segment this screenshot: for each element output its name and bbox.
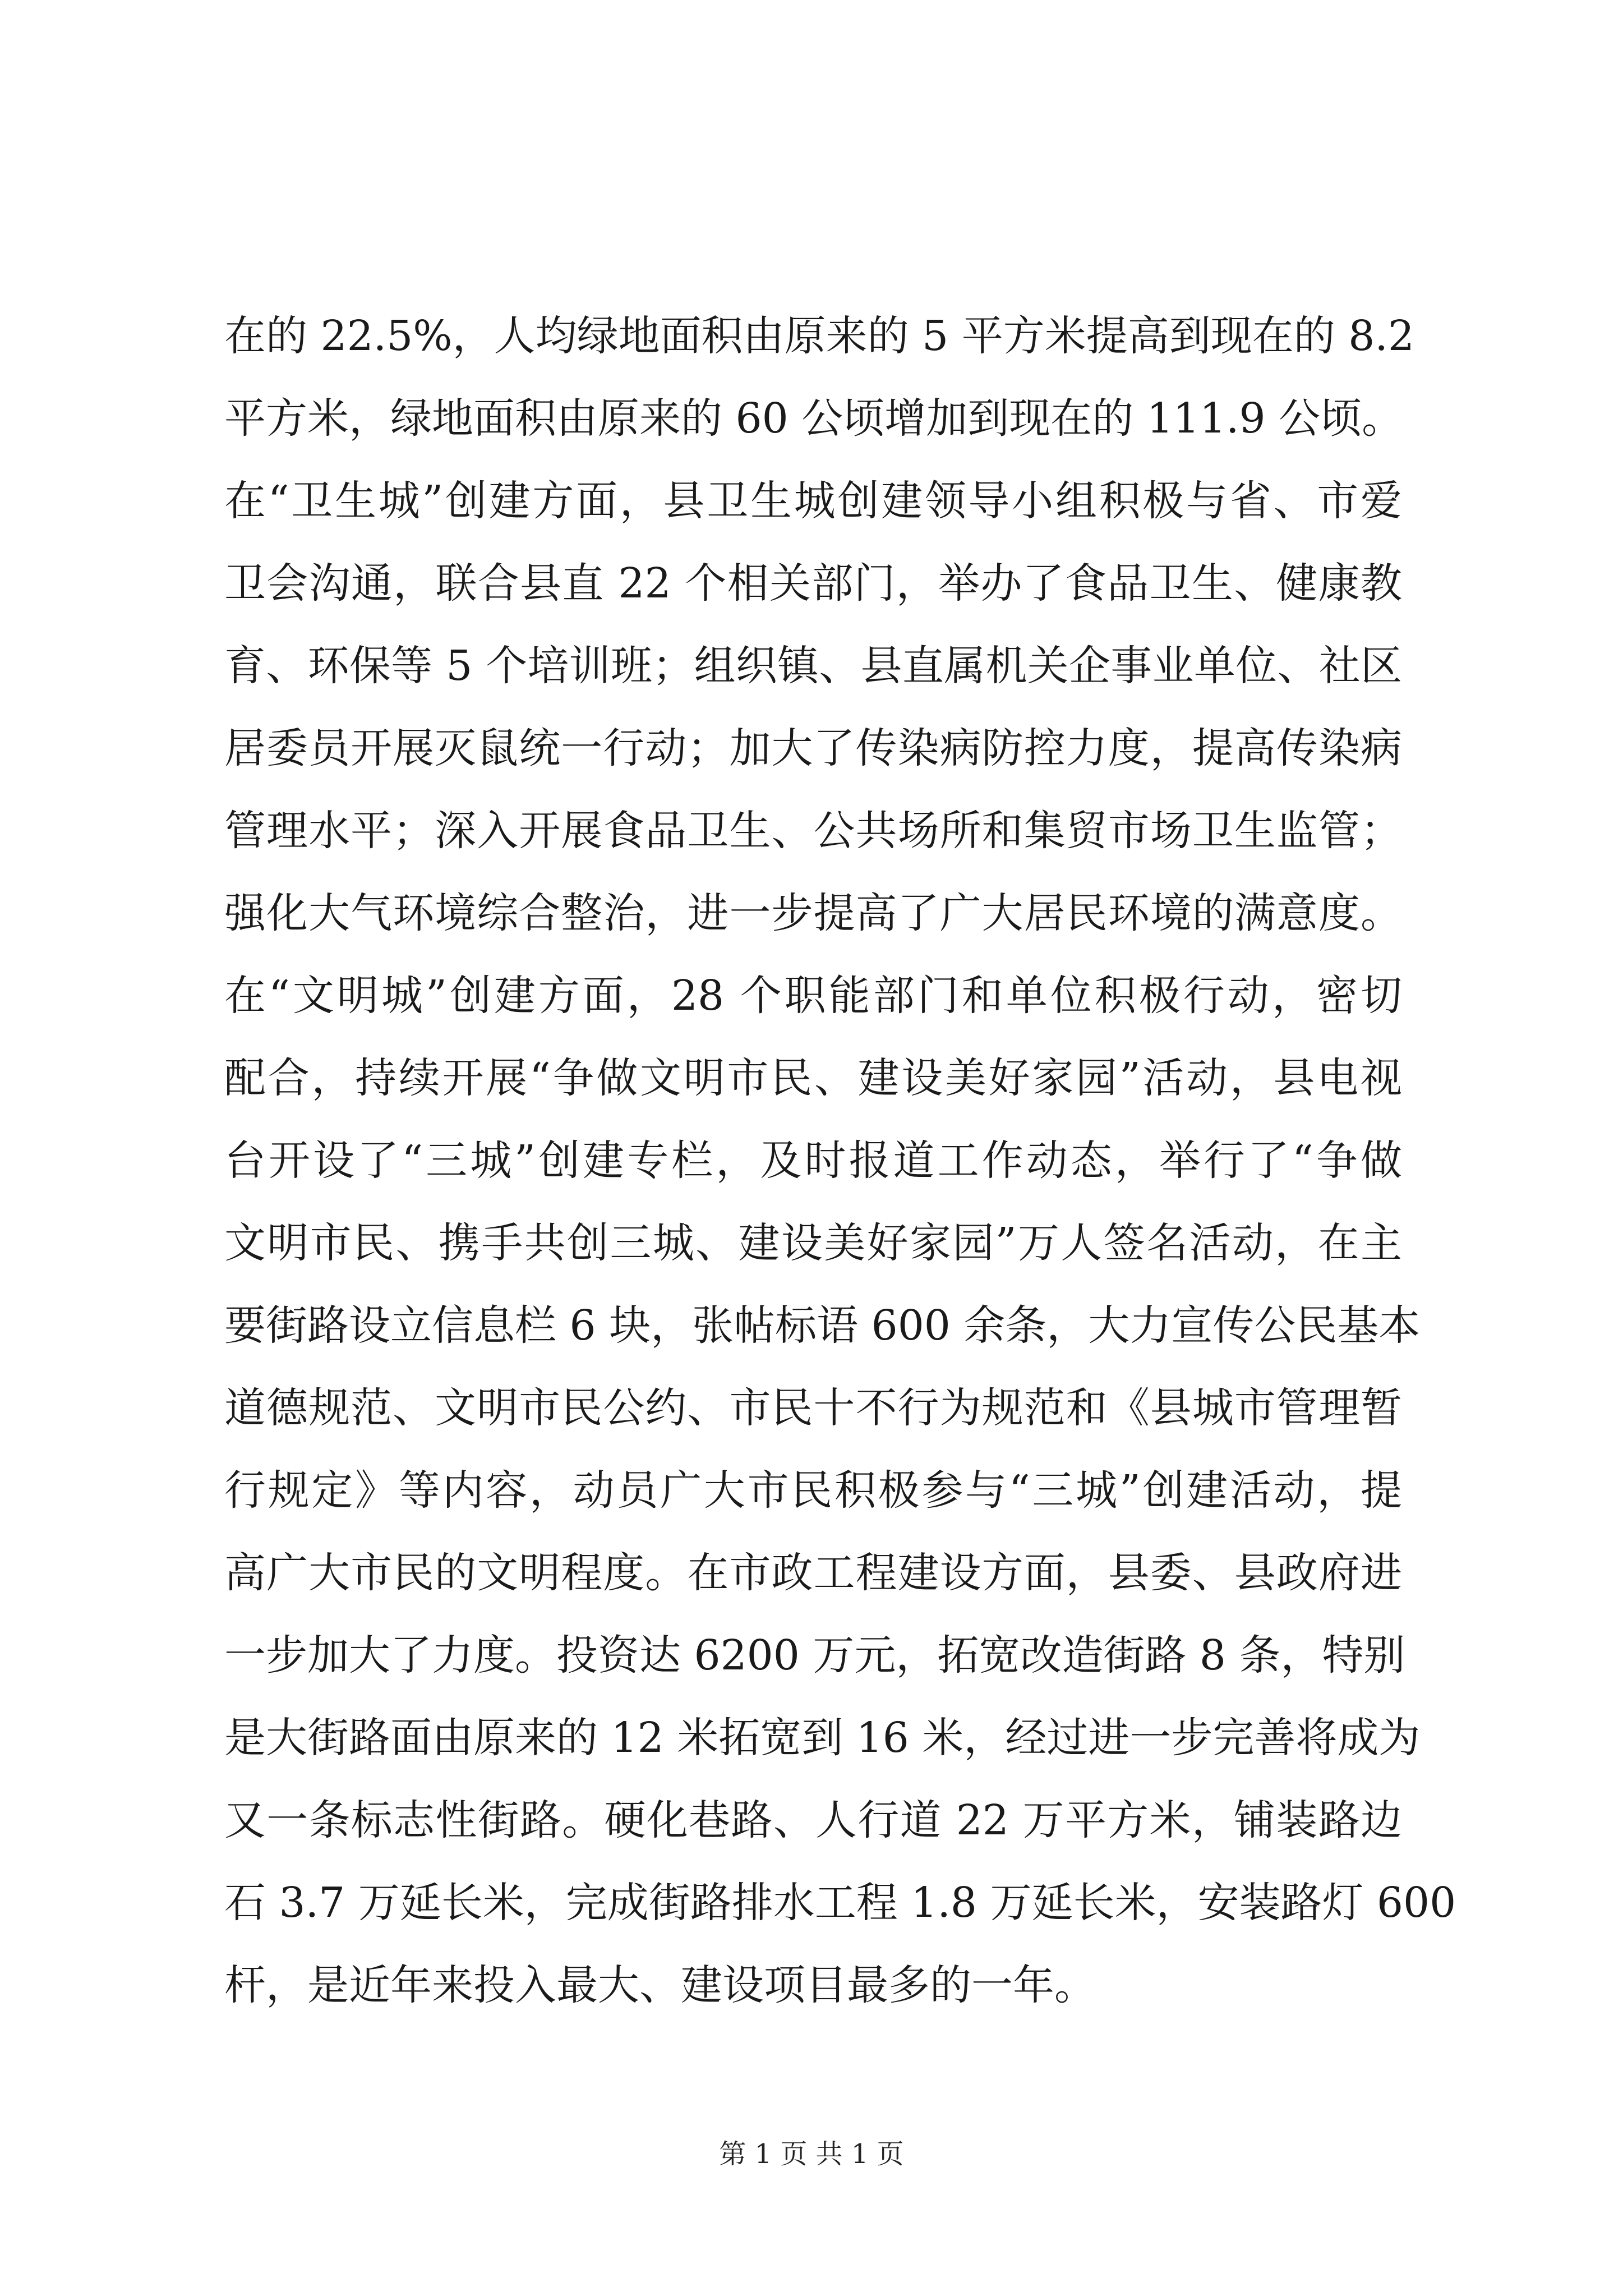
text-line: 在“卫生城”创建方面，县卫生城创建领导小组积极与省、市爱 <box>224 477 1402 525</box>
text-line: 强化大气环境综合整治，进一步提高了广大居民环境的满意度。 <box>224 889 1402 937</box>
text-line: 卫会沟通，联合县直 22 个相关部门，举办了食品卫生、健康教 <box>224 559 1402 608</box>
text-line: 育、环保等 5 个培训班；组织镇、县直属机关企事业单位、社区 <box>224 642 1402 690</box>
page-number-label: 第 1 页 共 1 页 <box>719 2138 904 2170</box>
text-line: 配合，持续开展“争做文明市民、建设美好家园”活动，县电视 <box>224 1054 1402 1102</box>
text-line: 在的 22.5%，人均绿地面积由原来的 5 平方米提高到现在的 8.2 <box>224 312 1414 360</box>
body-paragraph <box>224 295 1456 2027</box>
text-line: 文明市民、携手共创三城、建设美好家园”万人签名活动，在主 <box>224 1219 1402 1267</box>
text-line: 道德规范、文明市民公约、市民十不行为规范和《县城市管理暂 <box>224 1384 1402 1432</box>
text-line: 要街路设立信息栏 6 块，张帖标语 600 余条，大力宣传公民基本 <box>224 1301 1421 1350</box>
text-line: 是大街路面由原来的 12 米拓宽到 16 米，经过进一步完善将成为 <box>224 1714 1421 1762</box>
text-line: 一步加大了力度。投资达 6200 万元，拓宽改造街路 8 条，特别 <box>224 1631 1405 1680</box>
text-line: 居委员开展灭鼠统一行动；加大了传染病防控力度，提高传染病 <box>224 724 1402 772</box>
text-line: 管理水平；深入开展食品卫生、公共场所和集贸市场卫生监管； <box>224 807 1402 855</box>
text-line: 台开设了“三城”创建专栏，及时报道工作动态，举行了“争做 <box>224 1137 1402 1185</box>
text-line: 高广大市民的文明程度。在市政工程建设方面，县委、县政府进 <box>224 1549 1402 1597</box>
text-line: 在“文明城”创建方面，28 个职能部门和单位积极行动，密切 <box>224 972 1402 1020</box>
page-footer <box>0 2134 1623 2174</box>
text-line: 平方米，绿地面积由原来的 60 公顷增加到现在的 111.9 公顷。 <box>224 394 1404 443</box>
text-line: 又一条标志性街路。硬化巷路、人行道 22 万平方米，铺装路边 <box>224 1796 1402 1844</box>
text-line: 石 3.7 万延长米，完成街路排水工程 1.8 万延长米，安装路灯 600 <box>224 1879 1456 1927</box>
text-line: 行规定》等内容，动员广大市民积极参与“三城”创建活动，提 <box>224 1466 1402 1515</box>
text-line: 杆，是近年来投入最大、建设项目最多的一年。 <box>224 1961 1096 2009</box>
